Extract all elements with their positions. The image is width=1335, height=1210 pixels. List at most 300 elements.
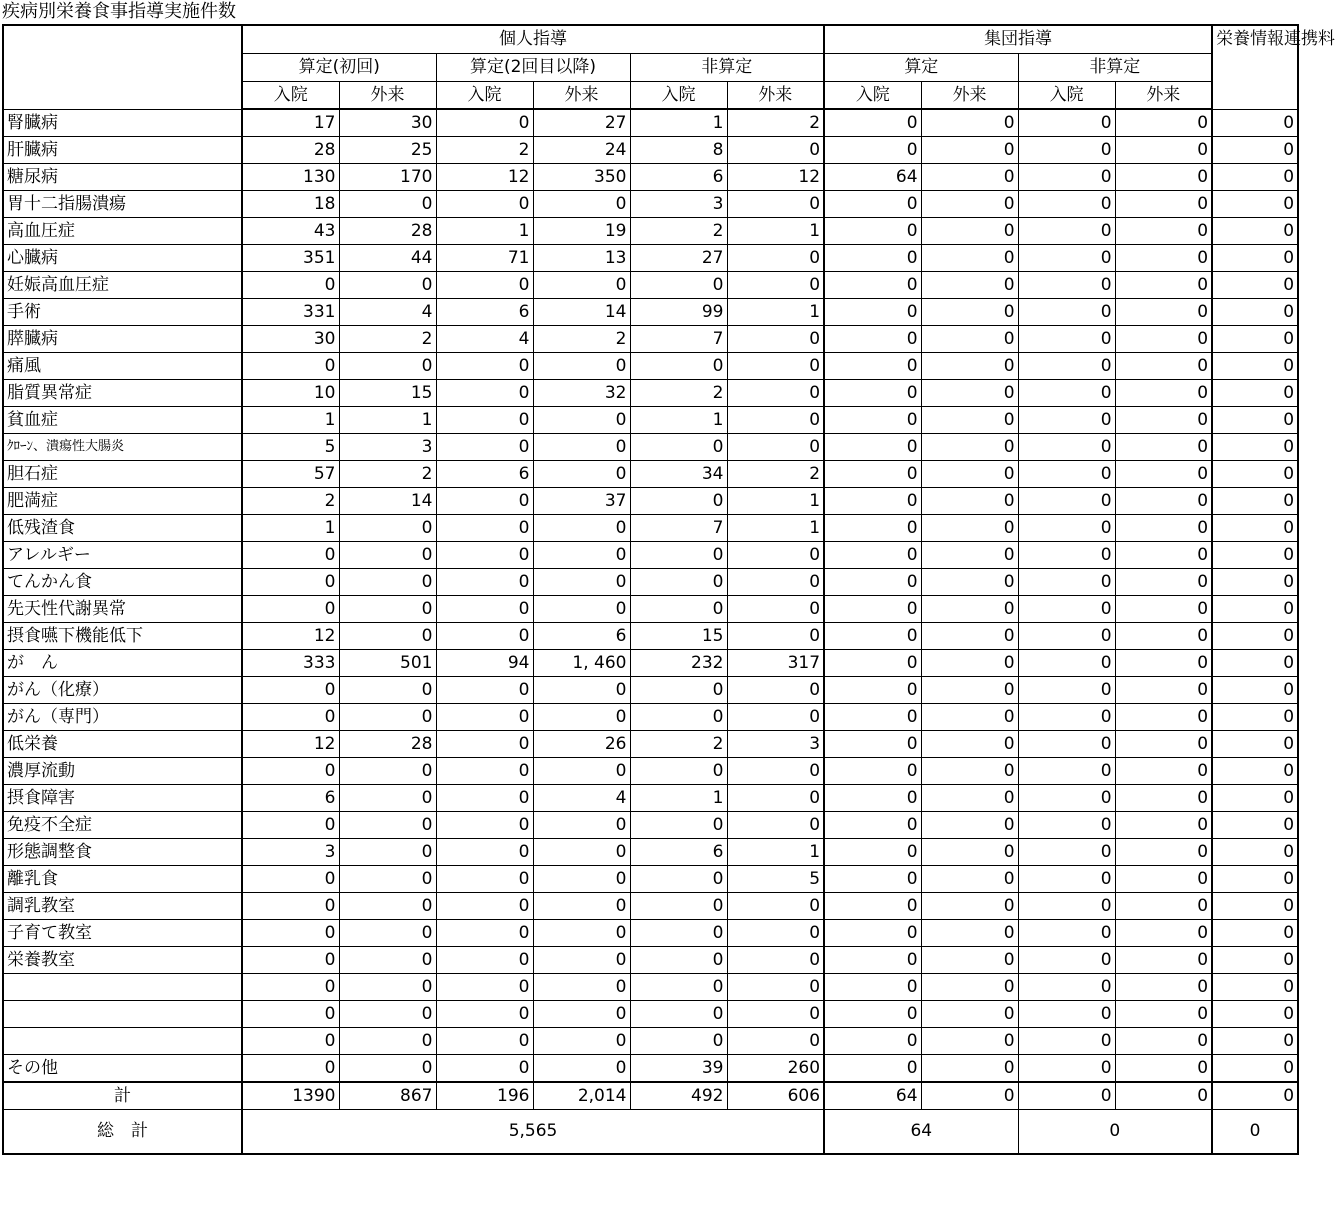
cell-value: 0 bbox=[921, 191, 1018, 218]
header-gairai: 外来 bbox=[533, 81, 630, 109]
cell-value: 0 bbox=[630, 920, 727, 947]
cell-value: 0 bbox=[1018, 920, 1115, 947]
cell-value: 0 bbox=[1115, 866, 1212, 893]
cell-value: 0 bbox=[1212, 731, 1298, 758]
cell-value: 0 bbox=[727, 812, 824, 839]
cell-value: 0 bbox=[727, 704, 824, 731]
row-label: 腎臓病 bbox=[3, 109, 242, 137]
cell-value: 0 bbox=[1212, 109, 1298, 137]
cell-value: 0 bbox=[630, 812, 727, 839]
cell-value: 0 bbox=[630, 866, 727, 893]
cell-value: 0 bbox=[1018, 326, 1115, 353]
cell-value: 0 bbox=[1115, 569, 1212, 596]
cell-value: 0 bbox=[1018, 569, 1115, 596]
row-label: 心臓病 bbox=[3, 245, 242, 272]
cell-value: 1 bbox=[727, 488, 824, 515]
row-label: 栄養教室 bbox=[3, 947, 242, 974]
cell-value: 3 bbox=[339, 434, 436, 461]
cell-value: 0 bbox=[1115, 650, 1212, 677]
cell-value: 1 bbox=[630, 109, 727, 137]
cell-value: 0 bbox=[1115, 704, 1212, 731]
cell-value: 0 bbox=[727, 677, 824, 704]
cell-value: 0 bbox=[1115, 245, 1212, 272]
cell-value: 0 bbox=[727, 353, 824, 380]
cell-value: 0 bbox=[242, 596, 339, 623]
cell-value: 0 bbox=[824, 272, 921, 299]
cell-value: 0 bbox=[1212, 839, 1298, 866]
cell-value: 0 bbox=[339, 569, 436, 596]
row-label: 低残渣食 bbox=[3, 515, 242, 542]
cell-value: 0 bbox=[921, 839, 1018, 866]
cell-value: 0 bbox=[921, 380, 1018, 407]
cell-value: 0 bbox=[1115, 272, 1212, 299]
cell-value: 0 bbox=[921, 1001, 1018, 1028]
total-label: 計 bbox=[3, 1082, 242, 1110]
table-body bbox=[3, 109, 1298, 1082]
cell-value: 44 bbox=[339, 245, 436, 272]
cell-value: 8 bbox=[630, 137, 727, 164]
row-label bbox=[3, 1028, 242, 1055]
cell-value: 0 bbox=[1212, 353, 1298, 380]
cell-value: 0 bbox=[1115, 109, 1212, 137]
cell-value: 12 bbox=[242, 623, 339, 650]
cell-value: 0 bbox=[242, 704, 339, 731]
cell-value: 0 bbox=[1018, 380, 1115, 407]
cell-value: 28 bbox=[339, 731, 436, 758]
cell-value: 0 bbox=[630, 569, 727, 596]
cell-value: 0 bbox=[436, 947, 533, 974]
cell-value: 0 bbox=[630, 488, 727, 515]
cell-value: 0 bbox=[727, 326, 824, 353]
cell-value: 0 bbox=[533, 839, 630, 866]
header-corner bbox=[3, 25, 242, 109]
cell-value: 0 bbox=[436, 353, 533, 380]
cell-value: 0 bbox=[533, 272, 630, 299]
cell-value: 0 bbox=[533, 920, 630, 947]
cell-value: 0 bbox=[1115, 542, 1212, 569]
table-row bbox=[3, 1001, 1298, 1028]
cell-value: 12 bbox=[727, 164, 824, 191]
cell-value: 0 bbox=[824, 812, 921, 839]
cell-value: 0 bbox=[630, 677, 727, 704]
row-label: 脂質異常症 bbox=[3, 380, 242, 407]
cell-value: 0 bbox=[630, 542, 727, 569]
row-label: 離乳食 bbox=[3, 866, 242, 893]
cell-value: 0 bbox=[727, 974, 824, 1001]
cell-value: 0 bbox=[824, 1055, 921, 1083]
table-row bbox=[3, 326, 1298, 353]
cell-value: 18 bbox=[242, 191, 339, 218]
cell-value: 351 bbox=[242, 245, 339, 272]
cell-value: 0 bbox=[339, 812, 436, 839]
cell-value: 0 bbox=[1212, 488, 1298, 515]
cell-value: 2 bbox=[339, 326, 436, 353]
cell-value: 1 bbox=[242, 515, 339, 542]
cell-value: 94 bbox=[436, 650, 533, 677]
cell-value: 0 bbox=[1115, 758, 1212, 785]
cell-value: 1 bbox=[630, 407, 727, 434]
cell-value: 0 bbox=[436, 1055, 533, 1083]
table-row bbox=[3, 974, 1298, 1001]
cell-value: 0 bbox=[1212, 245, 1298, 272]
cell-value: 0 bbox=[1212, 947, 1298, 974]
table-row bbox=[3, 677, 1298, 704]
cell-value: 0 bbox=[1115, 812, 1212, 839]
cell-value: 0 bbox=[1212, 434, 1298, 461]
row-label: 胆石症 bbox=[3, 461, 242, 488]
cell-value: 64 bbox=[824, 164, 921, 191]
cell-value: 350 bbox=[533, 164, 630, 191]
cell-value: 0 bbox=[1115, 623, 1212, 650]
cell-value: 0 bbox=[824, 515, 921, 542]
cell-value: 0 bbox=[1018, 1028, 1115, 1055]
table-row bbox=[3, 488, 1298, 515]
total-value: 492 bbox=[630, 1082, 727, 1110]
cell-value: 0 bbox=[339, 677, 436, 704]
cell-value: 0 bbox=[921, 407, 1018, 434]
cell-value: 0 bbox=[436, 488, 533, 515]
cell-value: 0 bbox=[824, 704, 921, 731]
cell-value: 0 bbox=[824, 731, 921, 758]
table-row bbox=[3, 191, 1298, 218]
cell-value: 0 bbox=[436, 1001, 533, 1028]
table-row bbox=[3, 569, 1298, 596]
cell-value: 0 bbox=[1212, 677, 1298, 704]
cell-value: 0 bbox=[1018, 191, 1115, 218]
table-row bbox=[3, 218, 1298, 245]
cell-value: 0 bbox=[1018, 137, 1115, 164]
header-hisantei-shudan: 非算定 bbox=[1018, 53, 1212, 81]
row-label: 肥満症 bbox=[3, 488, 242, 515]
grand-total-renkei: 0 bbox=[1212, 1110, 1298, 1154]
table-row bbox=[3, 272, 1298, 299]
row-label: アレルギー bbox=[3, 542, 242, 569]
page-title: 疾病別栄養食事指導実施件数 bbox=[2, 1, 236, 22]
cell-value: 4 bbox=[436, 326, 533, 353]
cell-value: 1 bbox=[727, 839, 824, 866]
cell-value: 501 bbox=[339, 650, 436, 677]
cell-value: 0 bbox=[921, 677, 1018, 704]
cell-value: 0 bbox=[1212, 137, 1298, 164]
cell-value: 0 bbox=[1212, 218, 1298, 245]
cell-value: 0 bbox=[339, 191, 436, 218]
cell-value: 0 bbox=[727, 1001, 824, 1028]
header-santei-shokai: 算定(初回) bbox=[242, 53, 436, 81]
cell-value: 0 bbox=[1115, 839, 1212, 866]
cell-value: 0 bbox=[824, 677, 921, 704]
cell-value: 0 bbox=[533, 677, 630, 704]
cell-value: 0 bbox=[436, 191, 533, 218]
table-row bbox=[3, 839, 1298, 866]
cell-value: 0 bbox=[1018, 515, 1115, 542]
table-row bbox=[3, 137, 1298, 164]
cell-value: 0 bbox=[339, 839, 436, 866]
cell-value: 0 bbox=[1212, 893, 1298, 920]
cell-value: 0 bbox=[1018, 109, 1115, 137]
cell-value: 1 bbox=[339, 407, 436, 434]
cell-value: 0 bbox=[824, 974, 921, 1001]
table-row bbox=[3, 623, 1298, 650]
cell-value: 0 bbox=[1018, 299, 1115, 326]
cell-value: 2 bbox=[630, 380, 727, 407]
cell-value: 0 bbox=[436, 1028, 533, 1055]
cell-value: 0 bbox=[436, 704, 533, 731]
cell-value: 0 bbox=[630, 353, 727, 380]
cell-value: 0 bbox=[1115, 515, 1212, 542]
cell-value: 0 bbox=[1212, 704, 1298, 731]
cell-value: 12 bbox=[242, 731, 339, 758]
cell-value: 0 bbox=[921, 353, 1018, 380]
cell-value: 0 bbox=[436, 974, 533, 1001]
grand-total-kojin: 5,565 bbox=[242, 1110, 824, 1154]
table-row bbox=[3, 731, 1298, 758]
cell-value: 0 bbox=[533, 515, 630, 542]
table-row bbox=[3, 866, 1298, 893]
cell-value: 6 bbox=[630, 164, 727, 191]
row-label: 貧血症 bbox=[3, 407, 242, 434]
cell-value: 0 bbox=[533, 1055, 630, 1083]
cell-value: 0 bbox=[242, 893, 339, 920]
cell-value: 0 bbox=[1115, 407, 1212, 434]
cell-value: 1 bbox=[727, 515, 824, 542]
cell-value: 317 bbox=[727, 650, 824, 677]
cell-value: 0 bbox=[339, 515, 436, 542]
cell-value: 0 bbox=[921, 812, 1018, 839]
cell-value: 0 bbox=[1018, 164, 1115, 191]
cell-value: 2 bbox=[727, 109, 824, 137]
cell-value: 0 bbox=[436, 515, 533, 542]
cell-value: 30 bbox=[339, 109, 436, 137]
cell-value: 0 bbox=[727, 623, 824, 650]
cell-value: 0 bbox=[339, 947, 436, 974]
cell-value: 0 bbox=[436, 893, 533, 920]
cell-value: 0 bbox=[436, 596, 533, 623]
cell-value: 0 bbox=[727, 542, 824, 569]
cell-value: 0 bbox=[921, 299, 1018, 326]
cell-value: 0 bbox=[1212, 1028, 1298, 1055]
cell-value: 0 bbox=[1212, 164, 1298, 191]
cell-value: 0 bbox=[1018, 731, 1115, 758]
row-label: ｸﾛｰﾝ、潰瘍性大腸炎 bbox=[3, 434, 242, 461]
cell-value: 0 bbox=[436, 866, 533, 893]
table-row bbox=[3, 758, 1298, 785]
cell-value: 19 bbox=[533, 218, 630, 245]
cell-value: 0 bbox=[1018, 245, 1115, 272]
cell-value: 0 bbox=[727, 1028, 824, 1055]
cell-value: 6 bbox=[630, 839, 727, 866]
cell-value: 0 bbox=[727, 272, 824, 299]
cell-value: 0 bbox=[339, 866, 436, 893]
cell-value: 2 bbox=[339, 461, 436, 488]
cell-value: 1 bbox=[727, 299, 824, 326]
cell-value: 0 bbox=[242, 677, 339, 704]
cell-value: 0 bbox=[727, 137, 824, 164]
cell-value: 0 bbox=[339, 596, 436, 623]
cell-value: 130 bbox=[242, 164, 339, 191]
row-label: 妊娠高血圧症 bbox=[3, 272, 242, 299]
cell-value: 0 bbox=[1018, 677, 1115, 704]
cell-value: 0 bbox=[1018, 596, 1115, 623]
header-renkei: 栄養情報連携料 bbox=[1212, 25, 1298, 109]
cell-value: 13 bbox=[533, 245, 630, 272]
cell-value: 0 bbox=[1212, 542, 1298, 569]
table-row bbox=[3, 650, 1298, 677]
cell-value: 0 bbox=[533, 704, 630, 731]
cell-value: 25 bbox=[339, 137, 436, 164]
cell-value: 0 bbox=[630, 758, 727, 785]
cell-value: 0 bbox=[1115, 164, 1212, 191]
grand-total-row bbox=[3, 1110, 1298, 1154]
cell-value: 0 bbox=[824, 461, 921, 488]
cell-value: 0 bbox=[1115, 299, 1212, 326]
cell-value: 0 bbox=[533, 542, 630, 569]
cell-value: 0 bbox=[436, 731, 533, 758]
table-row bbox=[3, 1028, 1298, 1055]
grand-total-santei: 64 bbox=[824, 1110, 1018, 1154]
cell-value: 17 bbox=[242, 109, 339, 137]
cell-value: 71 bbox=[436, 245, 533, 272]
cell-value: 0 bbox=[1018, 704, 1115, 731]
cell-value: 0 bbox=[436, 920, 533, 947]
cell-value: 0 bbox=[436, 380, 533, 407]
cell-value: 0 bbox=[1018, 488, 1115, 515]
cell-value: 0 bbox=[1115, 1001, 1212, 1028]
total-value: 1390 bbox=[242, 1082, 339, 1110]
cell-value: 0 bbox=[1115, 596, 1212, 623]
table-row bbox=[3, 704, 1298, 731]
cell-value: 0 bbox=[921, 974, 1018, 1001]
cell-value: 0 bbox=[1212, 866, 1298, 893]
cell-value: 0 bbox=[824, 920, 921, 947]
cell-value: 12 bbox=[436, 164, 533, 191]
cell-value: 0 bbox=[533, 1028, 630, 1055]
cell-value: 0 bbox=[824, 245, 921, 272]
cell-value: 0 bbox=[339, 974, 436, 1001]
cell-value: 7 bbox=[630, 326, 727, 353]
header-gairai: 外来 bbox=[727, 81, 824, 109]
cell-value: 0 bbox=[1212, 380, 1298, 407]
cell-value: 0 bbox=[630, 272, 727, 299]
row-label: 濃厚流動 bbox=[3, 758, 242, 785]
cell-value: 0 bbox=[921, 326, 1018, 353]
grand-total-label: 総 計 bbox=[3, 1110, 242, 1154]
cell-value: 0 bbox=[339, 1001, 436, 1028]
cell-value: 0 bbox=[242, 569, 339, 596]
cell-value: 0 bbox=[1018, 353, 1115, 380]
table-row bbox=[3, 461, 1298, 488]
cell-value: 6 bbox=[242, 785, 339, 812]
cell-value: 99 bbox=[630, 299, 727, 326]
cell-value: 0 bbox=[533, 461, 630, 488]
total-value: 0 bbox=[921, 1082, 1018, 1110]
table-row bbox=[3, 380, 1298, 407]
row-label: てんかん食 bbox=[3, 569, 242, 596]
cell-value: 0 bbox=[921, 947, 1018, 974]
cell-value: 7 bbox=[630, 515, 727, 542]
cell-value: 0 bbox=[1212, 974, 1298, 1001]
cell-value: 0 bbox=[339, 1055, 436, 1083]
cell-value: 0 bbox=[1212, 785, 1298, 812]
cell-value: 14 bbox=[533, 299, 630, 326]
table-row bbox=[3, 299, 1298, 326]
header-santei-2kaime: 算定(2回目以降) bbox=[436, 53, 630, 81]
cell-value: 24 bbox=[533, 137, 630, 164]
cell-value: 0 bbox=[242, 1001, 339, 1028]
cell-value: 0 bbox=[339, 542, 436, 569]
cell-value: 0 bbox=[824, 542, 921, 569]
cell-value: 0 bbox=[339, 758, 436, 785]
cell-value: 3 bbox=[630, 191, 727, 218]
cell-value: 0 bbox=[1018, 974, 1115, 1001]
cell-value: 0 bbox=[921, 488, 1018, 515]
row-label: 先天性代謝異常 bbox=[3, 596, 242, 623]
cell-value: 0 bbox=[727, 920, 824, 947]
cell-value: 0 bbox=[242, 758, 339, 785]
cell-value: 0 bbox=[1212, 326, 1298, 353]
cell-value: 0 bbox=[533, 596, 630, 623]
cell-value: 0 bbox=[824, 407, 921, 434]
cell-value: 27 bbox=[630, 245, 727, 272]
cell-value: 0 bbox=[921, 866, 1018, 893]
cell-value: 0 bbox=[824, 893, 921, 920]
cell-value: 0 bbox=[339, 272, 436, 299]
row-label: 手術 bbox=[3, 299, 242, 326]
cell-value: 0 bbox=[1115, 1028, 1212, 1055]
cell-value: 0 bbox=[727, 569, 824, 596]
cell-value: 15 bbox=[630, 623, 727, 650]
cell-value: 0 bbox=[630, 1028, 727, 1055]
row-label: が ん bbox=[3, 650, 242, 677]
cell-value: 0 bbox=[727, 191, 824, 218]
row-label bbox=[3, 1001, 242, 1028]
cell-value: 0 bbox=[824, 137, 921, 164]
cell-value: 39 bbox=[630, 1055, 727, 1083]
table-row bbox=[3, 785, 1298, 812]
nutrition-guidance-table bbox=[2, 24, 1335, 1155]
table-row bbox=[3, 1055, 1298, 1083]
cell-value: 0 bbox=[824, 866, 921, 893]
cell-value: 0 bbox=[1212, 596, 1298, 623]
cell-value: 0 bbox=[1018, 623, 1115, 650]
cell-value: 0 bbox=[824, 596, 921, 623]
cell-value: 0 bbox=[1018, 785, 1115, 812]
cell-value: 0 bbox=[436, 839, 533, 866]
cell-value: 0 bbox=[242, 272, 339, 299]
cell-value: 2 bbox=[727, 461, 824, 488]
cell-value: 0 bbox=[1115, 218, 1212, 245]
cell-value: 0 bbox=[242, 974, 339, 1001]
row-label: がん（専門） bbox=[3, 704, 242, 731]
cell-value: 0 bbox=[921, 704, 1018, 731]
cell-value: 0 bbox=[1115, 326, 1212, 353]
cell-value: 0 bbox=[630, 947, 727, 974]
cell-value: 0 bbox=[1212, 299, 1298, 326]
cell-value: 0 bbox=[824, 434, 921, 461]
cell-value: 0 bbox=[339, 1028, 436, 1055]
cell-value: 32 bbox=[533, 380, 630, 407]
row-label bbox=[3, 974, 242, 1001]
cell-value: 30 bbox=[242, 326, 339, 353]
cell-value: 0 bbox=[436, 677, 533, 704]
cell-value: 2 bbox=[242, 488, 339, 515]
cell-value: 0 bbox=[1212, 407, 1298, 434]
cell-value: 0 bbox=[824, 569, 921, 596]
cell-value: 0 bbox=[1115, 920, 1212, 947]
cell-value: 0 bbox=[1018, 812, 1115, 839]
cell-value: 0 bbox=[533, 947, 630, 974]
cell-value: 0 bbox=[921, 623, 1018, 650]
cell-value: 57 bbox=[242, 461, 339, 488]
